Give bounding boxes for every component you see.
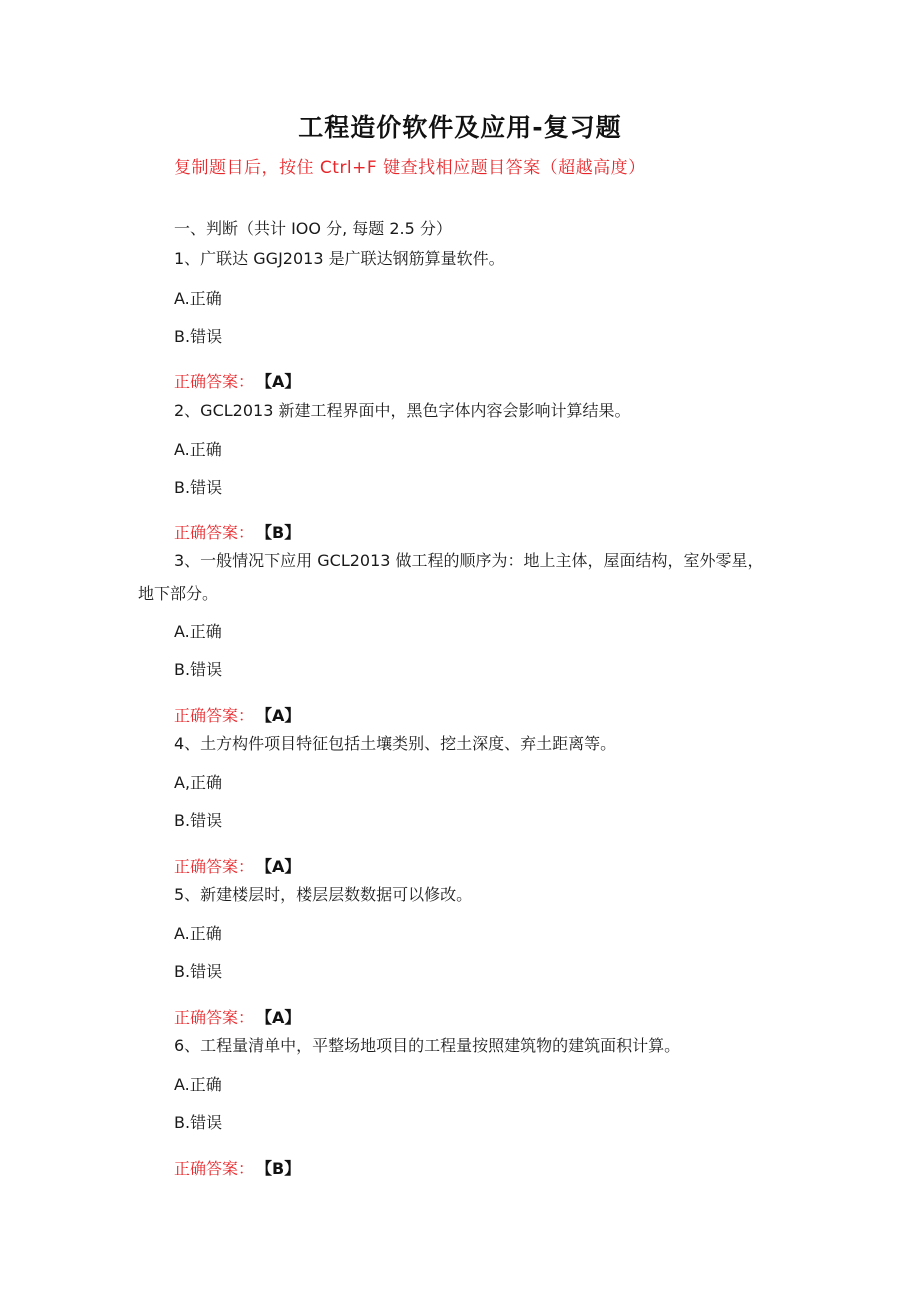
- option-b: B.错误: [174, 660, 223, 679]
- option-a: A.正确: [174, 622, 222, 641]
- section-heading: 一、判断（共计 IOO 分, 每题 2.5 分）: [174, 219, 452, 238]
- option-b: B.错误: [174, 1113, 223, 1132]
- document-title: 工程造价软件及应用-复习题: [298, 113, 622, 142]
- question-text: 6、工程量清单中，平整场地项目的工程量按照建筑物的建筑面积计算。: [174, 1036, 681, 1055]
- answer-value: 【B】: [264, 523, 301, 542]
- correct-answer: [174, 369, 300, 392]
- question-text: 2、GCL2013 新建工程界面中，黑色字体内容会影响计算结果。: [174, 401, 631, 420]
- correct-answer: [174, 854, 300, 877]
- option-a: A.正确: [174, 1075, 222, 1094]
- correct-answer: [174, 520, 300, 543]
- correct-answer: [174, 703, 300, 726]
- answer-label: 正确答案：: [174, 1008, 255, 1027]
- option-b: B.错误: [174, 811, 223, 830]
- correct-answer: [174, 1005, 300, 1028]
- answer-label: 正确答案：: [174, 372, 255, 391]
- answer-value: 【A】: [264, 857, 301, 876]
- answer-label: 正确答案：: [174, 1159, 255, 1178]
- option-a: A.正确: [174, 924, 222, 943]
- question-text: 3、一般情况下应用 GCL2013 做工程的顺序为：地上主体，屋面结构，室外零星，地下部分。: [138, 551, 764, 603]
- answer-value: 【A】: [264, 1008, 301, 1027]
- answer-label: 正确答案：: [174, 523, 255, 542]
- option-a: A.正确: [174, 289, 222, 308]
- answer-value: 【B】: [264, 1159, 301, 1178]
- option-a: A.正确: [174, 440, 222, 459]
- option-b: B.错误: [174, 478, 223, 497]
- answer-label: 正确答案：: [174, 857, 255, 876]
- question-text: 1、广联达 GGJ2013 是广联达钢筋算量软件。: [174, 249, 505, 268]
- option-a: A,正确: [174, 773, 223, 792]
- option-b: B.错误: [174, 327, 223, 346]
- search-notice: 复制题目后，按住 Ctrl+F 键查找相应题目答案（超越高度）: [174, 158, 646, 178]
- answer-value: 【A】: [264, 372, 301, 391]
- answer-value: 【A】: [264, 706, 301, 725]
- question-text: 4、土方构件项目特征包括土壤类别、挖土深度、弃土距离等。: [174, 734, 617, 753]
- question-text: 5、新建楼层时，楼层层数数据可以修改。: [174, 885, 473, 904]
- correct-answer: [174, 1156, 300, 1179]
- option-b: B.错误: [174, 962, 223, 981]
- answer-label: 正确答案：: [174, 706, 255, 725]
